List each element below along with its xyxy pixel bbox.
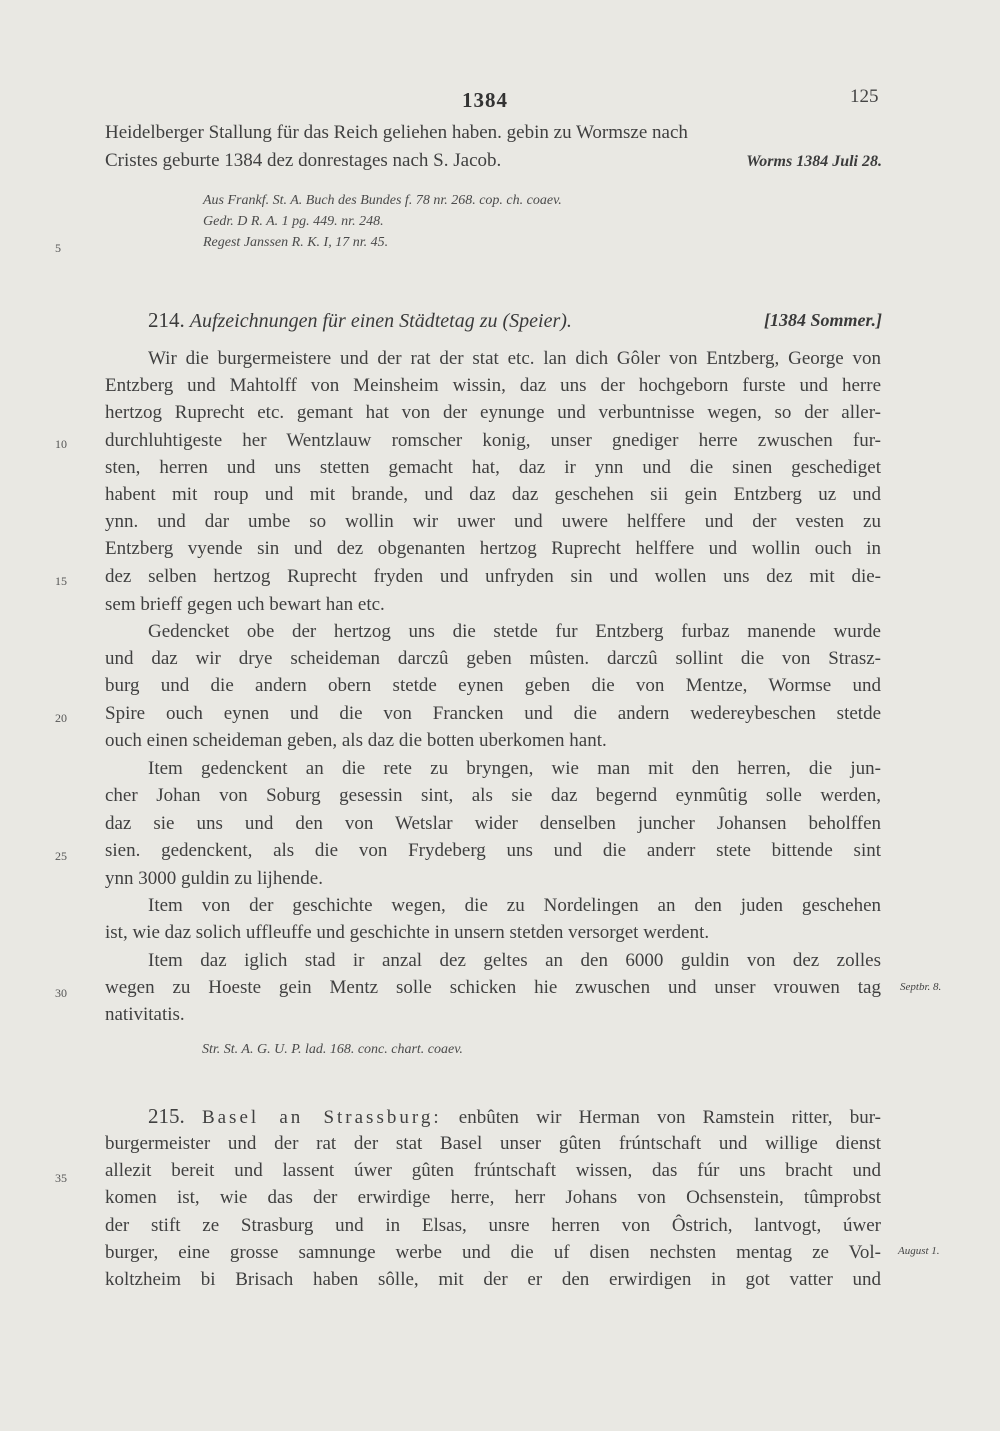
doc215-line-7: koltzheim bi Brisach haben sôlle, mit der er den erwirdigen in got vatter und: [105, 1269, 881, 1290]
line-number-25: 25: [55, 849, 67, 863]
doc215-line-5: der stift ze Strasburg und in Elsas, unsre herren von Ôstrich, lantvogt, úwer: [105, 1215, 881, 1236]
page-number: 125: [850, 86, 879, 107]
doc214-line-13: burg und die andern obern stetde eynen geben die von Mentze, Wormse und: [105, 675, 881, 696]
doc214-heading: [148, 308, 882, 333]
doc214-line-10: sem brieff gegen uch bewart han etc.: [105, 594, 385, 615]
doc215-line-2: burgermeister und der rat der stat Basel unser gûten frúntschaft und willige dienst: [105, 1133, 881, 1154]
line-number-30: 30: [55, 986, 67, 1000]
doc213-line-2: Cristes geburte 1384 dez donrestages nach S. Jacob.: [105, 150, 502, 171]
doc214-line-9: dez selben hertzog Ruprecht fryden und unfryden sin und wollen uns dez mit die-: [105, 566, 881, 587]
running-header-year: 1384: [462, 88, 508, 112]
doc215-lead: Basel an Strassburg:: [201, 1107, 442, 1128]
doc214-line-22: ist, wie daz solich uffleuffe und geschichte in unsern stetden versorget werdent.: [105, 922, 710, 943]
doc214-line-3: hertzog Ruprecht etc. gemant hat von der eynunge und verbuntnisse wegen, so der aller-: [105, 402, 881, 423]
doc213-source-1: Aus Frankf. St. A. Buch des Bundes f. 78 nr. 268. cop. ch. coaev.: [203, 193, 562, 208]
doc214-line-4: durchluhtigeste her Wentzlauw romscher konig, unser gnediger herre zwuschen fur-: [105, 430, 881, 451]
doc214-line-16: Item gedenckent an die rete zu bryngen, wie man mit den herren, die jun-: [148, 758, 881, 779]
doc214-line-14: Spire ouch eynen und die von Francken und die andern wedereybeschen stetde: [105, 703, 881, 724]
doc214-line-2: Entzberg und Mahtolff von Meinsheim wissin, daz uns der hochgeborn furste und herre: [105, 375, 881, 396]
doc214-line-8: Entzberg vyende sin und dez obgenanten hertzog Ruprecht helffere und wollin ouch in: [105, 538, 881, 559]
doc214-margin-note: Septbr. 8.: [900, 981, 942, 993]
doc214-line-6: habent mit roup und mit brande, und daz daz geschehen sii gein Entzberg uz und: [105, 484, 881, 505]
doc214-line-20: ynn 3000 guldin zu lijhende.: [105, 868, 323, 889]
doc213-source-3: Regest Janssen R. K. I, 17 nr. 45.: [203, 235, 389, 250]
doc215-number: 215.: [148, 1104, 185, 1128]
doc213-source-2: Gedr. D R. A. 1 pg. 449. nr. 248.: [203, 214, 384, 229]
doc215-line-3: allezit bereit und lassent úwer gûten frúntschaft wissen, das fúr uns bracht und: [105, 1160, 881, 1181]
doc214-line-25: nativitatis.: [105, 1004, 185, 1025]
doc215-line-4: komen ist, wie das der erwirdige herre, herr Johans von Ochsenstein, tûmprobst: [105, 1187, 881, 1208]
doc214-line-1: Wir die burgermeistere und der rat der stat etc. lan dich Gôler von Entzberg, George von: [148, 348, 881, 369]
line-number-15: 15: [55, 574, 67, 588]
doc214-line-23: Item daz iglich stad ir anzal dez geltes an den 6000 guldin von dez zolles: [148, 950, 881, 971]
doc214-line-12: und daz wir drye scheideman darczû geben mûsten. darczû sollint die von Strasz-: [105, 648, 881, 669]
doc214-line-11: Gedencket obe der hertzog uns die stetde fur Entzberg furbaz manende wurde: [148, 621, 881, 642]
line-number-5: 5: [55, 241, 61, 255]
doc214-line-19: sien. gedenckent, als die von Frydeberg uns und die anderr stete bittende sint: [105, 840, 881, 861]
doc214-line-18: daz sie uns und den von Wetslar wider denselben juncher Johansen beholffen: [105, 813, 881, 834]
doc213-line-1: Heidelberger Stallung für das Reich geliehen haben. gebin zu Wormsze nach: [105, 122, 688, 143]
doc214-line-21: Item von der geschichte wegen, die zu Nordelingen an den juden geschehen: [148, 895, 881, 916]
line-number-10: 10: [55, 437, 67, 451]
doc215-line-6: burger, eine grosse samnunge werbe und die uf disen nechsten mentag ze Vol-: [105, 1242, 881, 1263]
doc214-line-17: cher Johan von Soburg gesessin sint, als sie daz begernd eynmûtig solle werden,: [105, 785, 881, 806]
doc215-line-1-text: enbûten wir Herman von Ramstein ritter, bur-: [441, 1107, 882, 1128]
doc214-source: Str. St. A. G. U. P. lad. 168. conc. chart. coaev.: [202, 1042, 463, 1057]
doc214-number: 214.: [148, 308, 185, 332]
doc215-margin-note: August 1.: [898, 1245, 940, 1257]
doc214-line-15: ouch einen scheideman geben, als daz die botten uberkomen hant.: [105, 730, 607, 751]
doc215-line-1: [148, 1103, 881, 1129]
doc214-title: Aufzeichnungen für einen Städtetag zu (Speier).: [189, 310, 572, 332]
doc213-dateline: Worms 1384 Juli 28.: [746, 153, 882, 170]
line-number-35: 35: [55, 1171, 67, 1185]
doc214-date: [1384 Sommer.]: [763, 310, 882, 330]
doc214-line-7: ynn. und dar umbe so wollin wir uwer und uwere helffere und der vesten zu: [105, 511, 881, 532]
line-number-20: 20: [55, 711, 67, 725]
doc214-line-24: wegen zu Hoeste gein Mentz solle schicken hie zwuschen und unser vrouwen tag: [105, 977, 881, 998]
doc214-line-5: sten, herren und uns stetten gemacht hat, daz ir ynn und die sinen geschediget: [105, 457, 881, 478]
